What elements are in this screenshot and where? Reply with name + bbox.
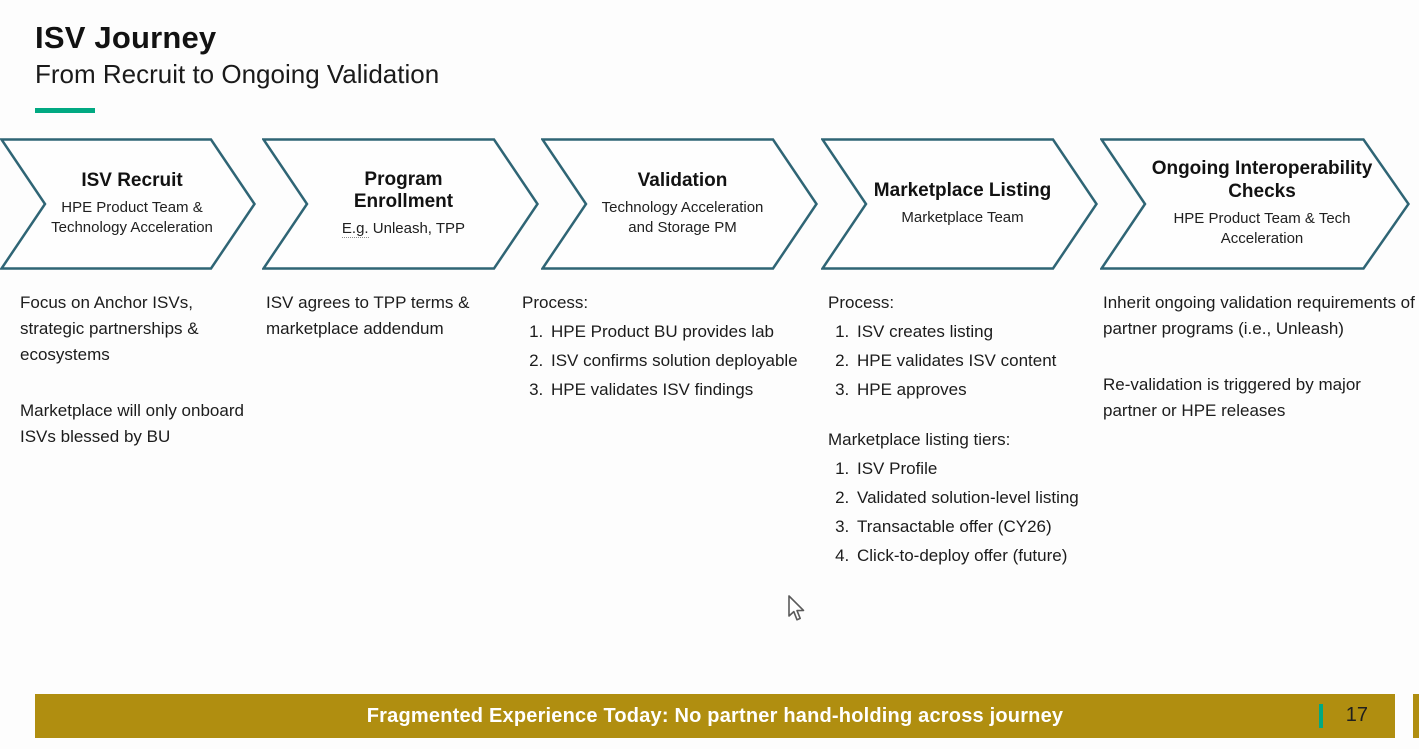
chevron-isv-recruit	[0, 138, 256, 270]
process-list	[828, 321, 1113, 401]
chevron-subtitle: Marketplace Team	[901, 208, 1024, 226]
column-marketplace-listing-notes	[828, 290, 1113, 574]
list-item: 1. HPE Product BU provides lab	[548, 321, 822, 343]
page-number-divider	[1319, 704, 1323, 728]
chevron-marketplace-listing	[821, 138, 1098, 270]
list-item: 1. ISV creates listing	[854, 321, 1113, 343]
banner-edge-sliver	[1413, 694, 1419, 738]
note-paragraph: Marketplace will only onboard ISVs blessed by BU	[20, 401, 244, 446]
chevron-title: Validation	[637, 169, 728, 191]
chevron-title: Ongoing Interoperability Checks	[1151, 158, 1373, 203]
mouse-cursor-icon	[784, 594, 806, 624]
banner-text: Fragmented Experience Today: No partner hand-holding across journey	[366, 704, 1064, 727]
process-list	[522, 321, 822, 401]
list-item: 2. Validated solution-level listing	[854, 487, 1113, 509]
note-paragraph: Inherit ongoing validation requirements of partner programs (i.e., Unleash)	[1103, 293, 1415, 338]
note-paragraph: ISV agrees to TPP terms & marketplace addendum	[266, 293, 470, 338]
page-subtitle: From Recruit to Ongoing Validation	[35, 58, 440, 89]
listing-tiers-list	[828, 458, 1113, 567]
list-item: 1. ISV Profile	[854, 458, 1113, 480]
list-item: 3. HPE validates ISV findings	[548, 379, 822, 401]
chevron-ongoing-interoperability-checks	[1100, 138, 1410, 270]
list-item: 4. Click-to-deploy offer (future)	[854, 545, 1113, 567]
chevron-title: ISV Recruit	[81, 169, 183, 191]
chevron-title: Marketplace Listing	[873, 179, 1052, 201]
page-title: ISV Journey	[35, 20, 217, 55]
title-accent-rule	[35, 108, 95, 113]
chevron-subtitle-abbrev: E.g.	[341, 220, 369, 238]
chevron-program-enrollment	[262, 138, 539, 270]
list-heading: Process:	[828, 293, 895, 312]
chevron-subtitle: HPE Product Team & Tech Acceleration	[1173, 210, 1351, 248]
chevron-subtitle: HPE Product Team & Technology Acceleration	[51, 198, 213, 236]
chevron-subtitle	[342, 219, 465, 239]
list-item: 2. HPE validates ISV content	[854, 350, 1113, 372]
page-number: 17	[1345, 704, 1368, 726]
chevron-subtitle: Technology Acceleration and Storage PM	[601, 198, 764, 236]
note-paragraph: Focus on Anchor ISVs, strategic partnerships & ecosystems	[20, 293, 199, 364]
list-item: 2. ISV confirms solution deployable	[548, 350, 822, 372]
note-paragraph: Re-validation is triggered by major partner or HPE releases	[1103, 375, 1361, 420]
column-validation-notes	[522, 290, 822, 408]
list-item: 3. HPE approves	[854, 379, 1113, 401]
footer-banner	[35, 694, 1395, 738]
slide-header	[35, 20, 439, 90]
chevron-title: Program Enrollment	[353, 168, 454, 213]
chevron-validation	[541, 138, 818, 270]
list-heading: Process:	[522, 293, 589, 312]
column-program-enrollment-notes	[266, 290, 516, 342]
column-ongoing-checks-notes	[1103, 290, 1415, 424]
list-heading: Marketplace listing tiers:	[828, 430, 1011, 449]
chevron-subtitle-rest: Unleash, TPP	[368, 220, 466, 238]
list-item: 3. Transactable offer (CY26)	[854, 516, 1113, 538]
column-isv-recruit-notes	[20, 290, 258, 450]
